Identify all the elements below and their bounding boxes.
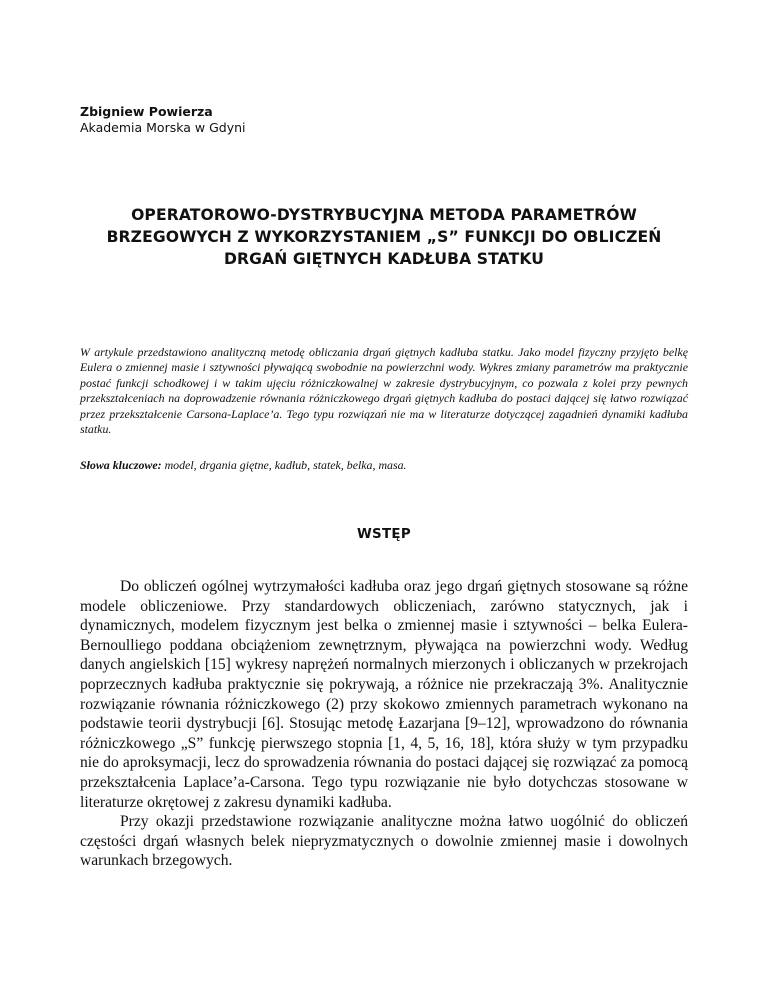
title-line-3: DRGAŃ GIĘTNYCH KADŁUBA STATKU xyxy=(223,250,545,268)
body-paragraph-1: Do obliczeń ogólnej wytrzymałości kadłuba oraz jego drgań giętnych stosowane są różne modele obliczeniowe. Przy standardowych obliczeniach, zarówno statycznych, jak i dynamicznych, modelem fizycznym jest belka o zmiennej masie i sztywności – belka Eulera-Bernoulliego poddana obciążeniom zewnętrznym, pływająca na powierzchni wody. Według danych angielskich [15] wykresy naprężeń normalnych mierzonych i obliczanych w przekrojach poprzecznych kadłuba praktycznie się pokrywają, a różnice nie przekraczają 3%. Analitycznie rozwiązanie równania różniczkowego (2) przy skokowo zmiennych parametrach wykonano na podstawie teorii dystrybucji [6]. Stosując metodę Łazarjana [9–12], wprowadzono do równania różniczkowego „S” funkcję pierwszego stopnia [1, 4, 5, 16, 18], która służy w tym przypadku nie do aproksymacji, lecz do sprowadzenia równania do postaci dającej się rozwiązać za pomocą przekształcenia Laplace’a-Carsona. Tego typu rozwiązanie nie było dotychczas stosowane w literaturze okrętowej z zakresu dynamiki kadłuba. xyxy=(80,578,688,811)
paper-title xyxy=(80,204,688,270)
abstract: W artykule przedstawiono analityczną metodę obliczania drgań giętnych kadłuba statku. Jako model fizyczny przyjęto belkę Eulera o zmiennej masie i sztywności pływającą swobodnie na powierzchni wody. Wykres zmiany parametrów ma praktycznie postać funkcji schodkowej i w takim ujęciu różniczkowalnej w zakresie dystrybucyjnym, co pozwala z kolei przy pewnych przekształceniach na doprowadzenie równania różniczkowego drgań giętnych kadłuba do postaci dającej się łatwo rozwiązać przez przekształcenie Carsona-Laplace’a. Tego typu rozwiązań nie ma w literaturze dotyczącej zagadnień dynamiki kadłuba statku. xyxy=(80,345,688,437)
keywords-label: Słowa kluczowe: xyxy=(80,458,162,472)
keywords-text: model, drgania giętne, kadłub, statek, belka, masa. xyxy=(161,458,407,472)
section-body xyxy=(80,577,688,871)
title-line-2: BRZEGOWYCH Z WYKORZYSTANIEM „S” FUNKCJI DO OBLICZEŃ xyxy=(106,228,662,246)
body-paragraph-2: Przy okazji przedstawione rozwiązanie analityczne można łatwo uogólnić do obliczeń częstości drgań własnych belek niepryzmatycznych o dowolnie zmiennej masie i dowolnych warunkach brzegowych. xyxy=(80,813,688,870)
author-affiliation: Akademia Morska w Gdyni xyxy=(80,120,246,135)
keywords xyxy=(80,458,688,473)
author-name: Zbigniew Powierza xyxy=(80,104,213,119)
section-heading: WSTĘP xyxy=(356,527,411,542)
title-line-1: OPERATOROWO-DYSTRYBUCYJNA METODA PARAMETRÓW xyxy=(131,206,637,224)
author-block xyxy=(80,104,246,136)
